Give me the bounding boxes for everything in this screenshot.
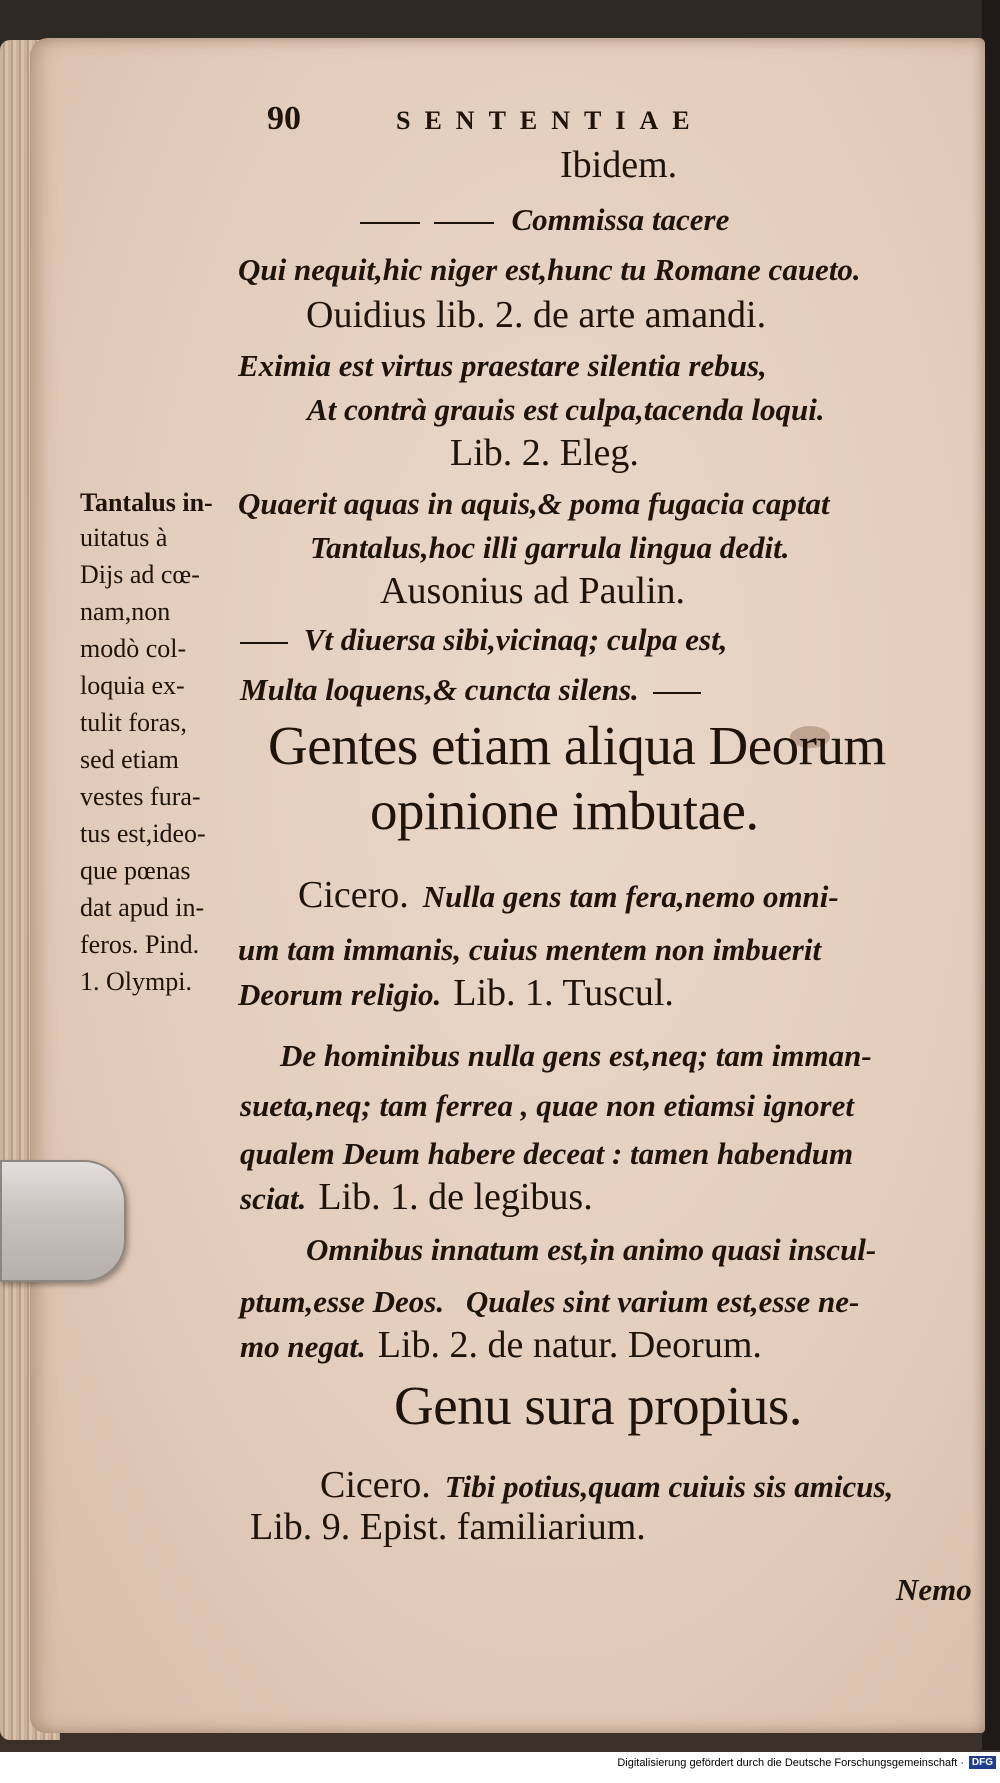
text-line <box>360 204 729 235</box>
margin-line: uitatus à <box>80 523 168 552</box>
book-page <box>30 38 985 1733</box>
margin-line: sed etiam <box>80 745 179 774</box>
text-line: Ausonius ad Paulin. <box>380 570 686 612</box>
text-line: Lib. 2. Eleg. <box>450 432 639 474</box>
page-number: 90 <box>267 100 301 137</box>
text-line: qualem Deum habere deceat : tamen habendum <box>240 1136 854 1171</box>
rule-dash <box>434 222 494 224</box>
text-line <box>320 1466 893 1504</box>
text-fragment: Commissa tacere <box>511 202 730 237</box>
running-title: SENTENTIAE <box>396 106 704 135</box>
text-line <box>298 876 839 914</box>
text-fragment: Vt diuersa sibi,vicinaq; culpa est, <box>303 622 728 657</box>
text-fragment: Nulla gens tam fera,nemo omni- <box>422 879 839 914</box>
text-fragment: ptum,esse Deos. <box>240 1284 445 1319</box>
text-line: Tantalus,hoc illi garrula lingua dedit. <box>310 530 790 565</box>
text-line: um tam immanis, cuius mentem non imbuerit <box>238 932 822 967</box>
margin-line: 1. Olympi. <box>80 967 192 996</box>
text-fragment: sciat. <box>240 1181 307 1216</box>
text-line: Quaerit aquas in aquis,& poma fugacia captat <box>238 486 830 521</box>
rule-dash <box>240 642 288 644</box>
margin-line: Dijs ad cœ- <box>80 560 200 589</box>
citation: Lib. 2. de natur. Deorum. <box>377 1324 762 1366</box>
text-line <box>240 624 727 655</box>
citation: Lib. 1. de legibus. <box>318 1176 593 1218</box>
section-heading: opinione imbutae. <box>370 780 759 841</box>
margin-line: modò col- <box>80 634 187 663</box>
section-heading: Gentes etiam aliqua Deorum <box>268 715 886 776</box>
catchword: Nemo <box>896 1572 972 1607</box>
text-fragment: Deorum religio. <box>238 977 442 1012</box>
text-line <box>240 1326 762 1364</box>
margin-line: tulit foras, <box>80 708 187 737</box>
text-fragment: Multa loquens,& cuncta silens. <box>240 672 639 707</box>
margin-line: loquia ex- <box>80 671 185 700</box>
text-line <box>240 1178 593 1216</box>
author-name: Cicero. <box>320 1464 431 1506</box>
text-line: Lib. 9. Epist. familiarium. <box>250 1506 646 1548</box>
margin-line: tus est,ideo- <box>80 819 206 848</box>
text-line: sueta,neq; tam ferrea , quae non etiamsi ignoret <box>240 1088 854 1123</box>
text-fragment: mo negat. <box>240 1329 366 1364</box>
text-line <box>240 1286 859 1317</box>
text-fragment: Quales sint varium est,esse ne- <box>465 1284 860 1319</box>
text-line: Ibidem. <box>560 144 678 186</box>
dfg-logo: DFG <box>969 1756 996 1769</box>
text-line: Eximia est virtus praestare silentia rebus, <box>238 348 767 383</box>
text-line: Qui nequit,hic niger est,hunc tu Romane caueto. <box>238 252 861 287</box>
margin-line: Tantalus in- <box>80 488 213 517</box>
text-fragment: Tibi potius,quam cuiuis sis amicus, <box>444 1469 894 1504</box>
page-clip <box>0 1160 126 1282</box>
section-heading: Genu sura propius. <box>394 1375 803 1436</box>
margin-line: dat apud in- <box>80 893 205 922</box>
text-line: Ouidius lib. 2. de arte amandi. <box>306 294 767 336</box>
rule-dash <box>360 222 420 224</box>
margin-line: vestes fura- <box>80 782 201 811</box>
text-line <box>240 674 701 705</box>
text-line: Omnibus innatum est,in animo quasi inscul- <box>306 1232 877 1267</box>
margin-line: feros. Pind. <box>80 930 200 959</box>
text-line: De hominibus nulla gens est,neq; tam imman- <box>280 1038 872 1073</box>
author-name: Cicero. <box>298 874 409 916</box>
margin-line: que pœnas <box>80 856 191 885</box>
footer-credit: Digitalisierung gefördert durch die Deutsche Forschungsgemeinschaft · <box>617 1757 964 1769</box>
citation: Lib. 1. Tuscul. <box>453 972 674 1014</box>
margin-line: nam,non <box>80 597 171 626</box>
text-line: At contrà grauis est culpa,tacenda loqui. <box>307 392 825 427</box>
rule-dash <box>653 692 701 694</box>
text-line <box>238 974 674 1012</box>
